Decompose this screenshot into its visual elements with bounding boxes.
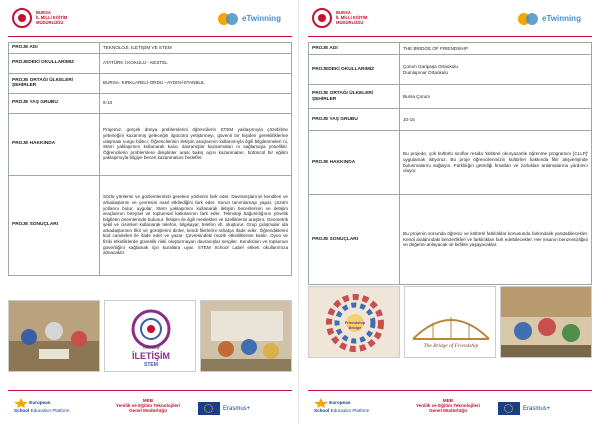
row-label: PROJE HAKKINDA [9, 113, 100, 175]
left-page [8, 0, 292, 424]
yeg-line1: Yenilik ve Eğitim Teknolojileri [115, 403, 181, 409]
etwinning-icon [216, 9, 240, 29]
stem-logo-main: İLETİŞİM [132, 351, 170, 361]
stem-logo-top: Teknoloji [142, 345, 160, 350]
photo-strip-right [308, 286, 592, 358]
meb-logo [12, 6, 82, 32]
stem-logo-bottom: STEM [144, 362, 158, 368]
erasmus-text: Erasmus+ [523, 406, 551, 413]
european-school-icon [314, 398, 328, 408]
table-row [309, 85, 592, 109]
row-value: Çorum Garipaşa Ortaokulu Dumlupınar Ortaokulu [400, 55, 592, 85]
esch-line1: European [329, 400, 351, 406]
row-label: PROJE YAŞ GRUBU [309, 109, 400, 131]
row-value: Sözlü yönlerini ve gözlemlerimizi gereken yönlerini fark eder. Davranışlarının kendileri ve arkadaşlarını ve çevresini nasıl etkilediğini fark eder. Sorun tanımlamayı yapar, çözüm yollarını bulur, uygular. Stem yaklaşımını kullanarak iletişim becerilerinin ve iletişim araçlarının bireysel ve toplumsal katkılarının fark eder. Teknoloji bağımlılığının yönelik bilgilerin önemlerinde bulunur. İletişim ile ilgili meslekleri ve özelliklerini araştırır. Geometrik şekil ve cisimleri kullanarak telefon, bilgisayar, telefon vb. oluşturur. Grup çalışmalar ıda arkadaşlarının fikir ve görüşlerini dinler, kendi fikirlerini rahatça ifade eder. Öğrendiklerini kod camiteleri ile ifade eder ve yazar. Çevresindeki müzik etkinliklerine katılır. Oyun ve fiziki etkinliklerde güvenlik riski oluşturmayan davranışlar sergiler. Kendisinin ve toplumun güvenliğini sağlamak için kurallara uyar. STEM School Label etiketi okullarımıza almacaktır. [100, 175, 292, 275]
activity-photo [200, 300, 292, 372]
page-footer [308, 390, 592, 424]
header-rule [308, 36, 592, 37]
bridge-logo-text: The Bridge of Friendship [423, 343, 479, 349]
row-value: 10-15 [400, 109, 592, 131]
row-label: PROJEDEKİ OKULLARIMIZ [9, 53, 100, 73]
row-label: PROJE YAŞ GRUBU [9, 93, 100, 113]
stem-logo [104, 300, 196, 372]
row-value: TEKNOLOJİ, İLETİŞİM VE STEM [100, 43, 292, 54]
row-value: 6-10 [100, 93, 292, 113]
project-table-left [8, 42, 292, 276]
eu-flag-icon [498, 402, 520, 415]
esch-line2: School [314, 408, 330, 413]
european-school-logo [14, 398, 84, 413]
table-row [9, 113, 292, 175]
row-value: BURSA- KIRKLARELİ-ORDU –AYDIN-İSTANBUL [100, 73, 292, 93]
meb-line1: BURSA [36, 10, 51, 15]
yeg-meb: MEB [142, 398, 154, 403]
footer-rule [8, 390, 292, 391]
table-row [9, 53, 292, 73]
row-value: Projemiz, gerçek dünya problemlerini öğrencilerin STEM yaklaşımıyla çözebilme yeteneğini kazanmış geleceğin ilgücünü yetiştirmeyi, güvenli bir kişiden gerekliliklerine ulaşması vurgu bilinci; Öğrencilerinin iletişim araçlarının kullanımıyla ilgili bilgilenmeleri ni, Stem yaklaşımını kullanarak kalıcı davranışlar kazanmaları nı sağlamaya yöneliktir. Öğrencilerin problemlere disiplinler arası bakış açısı kazanmaları, bütüncül bir eğitim yaklaşımıyla bilgiye beceri kazanmasını hedefler. [100, 113, 292, 175]
table-row [309, 43, 592, 55]
etwinning-icon [516, 9, 540, 29]
table-row [309, 195, 592, 285]
erasmus-logo [198, 402, 288, 415]
table-row [9, 73, 292, 93]
european-school-icon [14, 398, 28, 408]
row-label: PROJE SONUÇLARI [9, 175, 100, 275]
meb-line2: İL MİLLİ EĞİTİM MÜDÜRLÜĞÜ [36, 15, 68, 25]
meb-line1: BURSA [336, 10, 351, 15]
erasmus-text: Erasmus+ [223, 406, 251, 413]
yegitek-logo [108, 398, 188, 414]
etwinning-name: eTwinning [242, 14, 281, 23]
page-header [8, 0, 292, 44]
row-value: Bursa Çorum [400, 85, 592, 109]
row-label: PROJEDEKİ OKULLARIMIZ [309, 55, 400, 85]
erasmus-logo [498, 402, 588, 415]
bridge-logo [404, 286, 496, 358]
meb-line2: İL MİLLİ EĞİTİM MÜDÜRLÜĞÜ [336, 15, 368, 25]
row-value: THE BRIDGE OF FRIENDSHIP [400, 43, 592, 55]
table-row [9, 43, 292, 54]
table-row [9, 175, 292, 275]
etwinning-logo [216, 6, 286, 32]
friendship-sign: Friendship Bridge [344, 320, 366, 330]
row-label: PROJE ORTAĞI ÜLKELER/ŞEHİRLER [309, 85, 400, 109]
etwinning-name: eTwinning [542, 14, 581, 23]
yeg-meb: MEB [442, 398, 454, 403]
row-label: PROJE HAKKINDA [309, 131, 400, 195]
esch-line3: Education Platform [30, 408, 70, 413]
project-table-right [308, 42, 592, 285]
table-row [309, 55, 592, 85]
table-row [9, 93, 292, 113]
header-rule [8, 36, 292, 37]
activity-photo [8, 300, 100, 372]
yegitek-logo [408, 398, 488, 414]
meb-logo [312, 6, 382, 32]
row-value: ATATÜRK İ.KOKULU - KESTEL [100, 53, 292, 73]
esch-line2: School [14, 408, 30, 413]
row-label: PROJE SONUÇLARI [309, 195, 400, 285]
row-label: PROJE ADI [309, 43, 400, 55]
meb-seal-icon [312, 8, 332, 28]
esch-line3: Education Platform [330, 408, 370, 413]
yeg-line2: Genel Müdürlüğü [129, 408, 167, 414]
yeg-line2: Genel Müdürlüğü [429, 408, 467, 414]
table-row [309, 131, 592, 195]
friendship-photo [308, 286, 400, 358]
row-value: Bu projede, çok kültürlü sınıflar resida 'kültürel okuryazarlık öğrenme programını [CLLP]' uygulamak istiyoruz. Bu proje öğrencilerimizin kültürleri hakkında fikir alışverişinde bulunmalarını sağlayın. Farklılığın getirdiği fırsatları ve zorlukları anlamalarına yardımcı oluyor. [400, 131, 592, 195]
esch-line1: European [29, 400, 51, 406]
european-school-logo [314, 398, 384, 413]
page-footer [8, 390, 292, 424]
right-page [308, 0, 592, 424]
eu-flag-icon [198, 402, 220, 415]
yeg-line1: Yenilik ve Eğitim Teknolojileri [415, 403, 481, 409]
row-label: PROJE ADI [9, 43, 100, 54]
row-label: PROJE ORTAĞI ÜLKELER/ŞEHİRLER [9, 73, 100, 93]
footer-rule [308, 390, 592, 391]
page-divider [298, 0, 299, 424]
row-value: Bu projenin sonunda öğrenci ve kültürel farklılıklar konusunda farkındalık yaratabilecekler, Kendi aralarındaki benzerlikleri ve farklılıkları fark edebilecekler. Her insanın benzersizliğini ve değerini anlayacak ve birlikte yaşayacaklar. [400, 195, 592, 285]
activity-photo [500, 286, 592, 358]
etwinning-logo [516, 6, 586, 32]
table-row [309, 109, 592, 131]
page-header [308, 0, 592, 44]
photo-strip-left [8, 300, 292, 372]
meb-seal-icon [12, 8, 32, 28]
